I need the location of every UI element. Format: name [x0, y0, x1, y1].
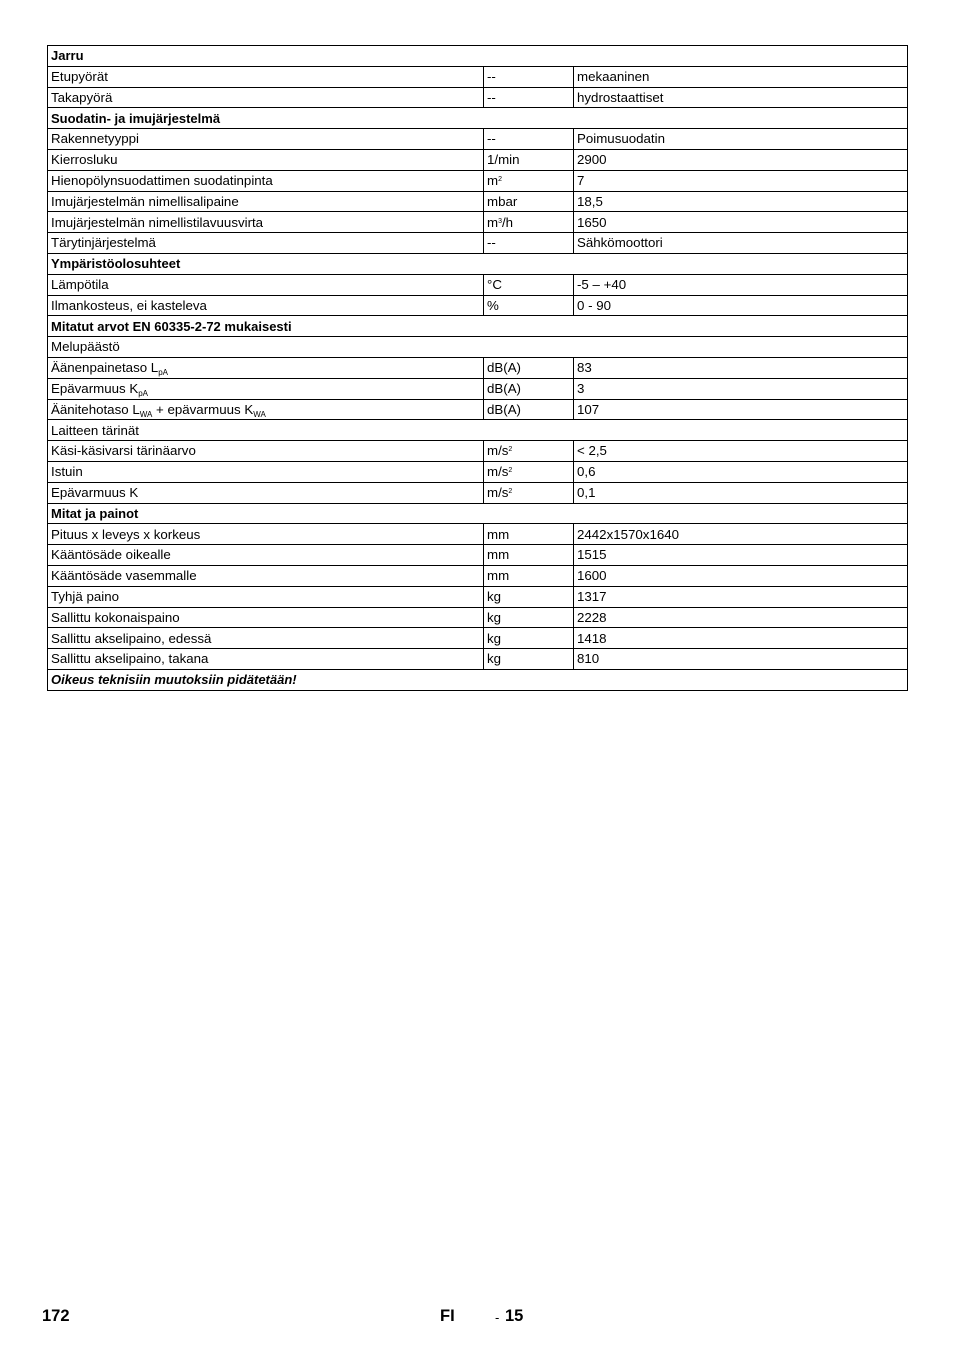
label-text: Tyhjä paino: [51, 588, 120, 604]
row-value: 18,5: [574, 191, 908, 212]
row-unit: [484, 586, 574, 607]
unit-text: m: [487, 173, 499, 189]
table-row: [48, 399, 908, 420]
section-header-environment: [48, 253, 908, 274]
table-row: [48, 524, 908, 545]
row-unit: [484, 149, 574, 170]
row-label: [48, 129, 484, 150]
row-value: 0 - 90: [574, 295, 908, 316]
table-row: [48, 170, 908, 191]
row-value: < 2,5: [574, 441, 908, 462]
row-unit: [484, 524, 574, 545]
label-text: Äänitehotaso L: [51, 401, 140, 417]
unit-text: mm: [487, 547, 510, 563]
unit-text: --: [487, 235, 496, 251]
row-value: 1317: [574, 586, 908, 607]
row-unit: [484, 191, 574, 212]
note-text: Oikeus teknisiin muutoksiin pidätetään!: [48, 669, 908, 690]
unit-superscript: 2: [508, 467, 513, 475]
table-row: [48, 441, 908, 462]
label-text: Laitteen tärinät: [51, 422, 139, 438]
row-unit: [484, 649, 574, 670]
table-row: [48, 66, 908, 87]
row-label: [48, 87, 484, 108]
row-value: 2442x1570x1640: [574, 524, 908, 545]
row-label: [48, 628, 484, 649]
unit-text: °C: [487, 277, 502, 293]
table-row: [48, 337, 908, 358]
label-text: Ilmankosteus, ei kasteleva: [51, 297, 207, 313]
row-label: [48, 420, 908, 441]
unit-text: --: [487, 131, 496, 147]
unit-text: kg: [487, 630, 502, 646]
row-unit: [484, 399, 574, 420]
label-text: Epävarmuus K: [51, 381, 139, 396]
row-value: -5 – +40: [574, 274, 908, 295]
row-label: [48, 233, 484, 254]
row-label: [48, 337, 908, 358]
table-row: [48, 149, 908, 170]
row-value: 2228: [574, 607, 908, 628]
row-unit: [484, 545, 574, 566]
row-value: 3: [574, 378, 908, 399]
row-label: [48, 378, 484, 399]
unit-superscript: 2: [508, 487, 513, 495]
row-label: [48, 274, 484, 295]
table-row: [48, 357, 908, 378]
page-number: 172: [42, 1307, 70, 1325]
row-unit: [484, 66, 574, 87]
label-text: Takapyörä: [51, 89, 113, 105]
section-header-dimensions: [48, 503, 908, 524]
label-subscript: WA: [139, 409, 153, 419]
row-label: [48, 607, 484, 628]
label-text: Äänenpainetaso L: [51, 360, 159, 376]
unit-text: mbar: [487, 193, 518, 209]
unit-text: dB(A): [487, 401, 521, 417]
row-value: 7: [574, 170, 908, 191]
section-header-measured: [48, 316, 908, 337]
row-label: [48, 212, 484, 233]
label-text: Etupyörät: [51, 69, 108, 85]
row-value: 1650: [574, 212, 908, 233]
row-label: [48, 149, 484, 170]
unit-text: kg: [487, 609, 502, 625]
section-title: Mitat ja painot: [48, 503, 908, 524]
label-text: Lämpötila: [51, 277, 109, 293]
table-row: [48, 545, 908, 566]
row-label: [48, 357, 484, 378]
label-text: Sallittu akselipaino, edessä: [51, 630, 212, 646]
row-value: Sähkömoottori: [574, 233, 908, 254]
row-unit: [484, 212, 574, 233]
table-row: [48, 628, 908, 649]
section-title: Jarru: [48, 46, 908, 67]
row-label: [48, 524, 484, 545]
row-unit: [484, 607, 574, 628]
row-label: [48, 565, 484, 586]
row-unit: [484, 129, 574, 150]
label-text: Tärytinjärjestelmä: [51, 235, 156, 251]
label-text: Imujärjestelmän nimellisalipaine: [51, 193, 239, 209]
label-text: Hienopölynsuodattimen suodatinpinta: [51, 173, 273, 189]
unit-text: kg: [487, 588, 502, 604]
row-value: hydrostaattiset: [574, 87, 908, 108]
label-text: Kääntösäde vasemmalle: [51, 568, 197, 584]
row-label: [48, 399, 484, 420]
table-row: [48, 274, 908, 295]
row-unit: [484, 628, 574, 649]
row-value: 1418: [574, 628, 908, 649]
table-row: [48, 87, 908, 108]
language-code: FI: [440, 1307, 455, 1325]
unit-text: dB(A): [487, 381, 521, 396]
row-value: 810: [574, 649, 908, 670]
label-subscript: pA: [158, 368, 169, 378]
table-row: [48, 129, 908, 150]
row-label: [48, 191, 484, 212]
table-row: [48, 607, 908, 628]
section-header-brake: [48, 46, 908, 67]
row-unit: [484, 295, 574, 316]
row-label: [48, 461, 484, 482]
label-text: Kierrosluku: [51, 152, 118, 168]
unit-text: kg: [487, 651, 502, 667]
row-value: 107: [574, 399, 908, 420]
unit-superscript: 2: [498, 176, 502, 184]
row-value: 2900: [574, 149, 908, 170]
unit-text: 1/min: [487, 152, 520, 168]
label-text: Kääntösäde oikealle: [51, 547, 171, 563]
unit-text: m/s: [487, 484, 509, 500]
row-label: [48, 295, 484, 316]
label-text: Rakennetyyppi: [51, 131, 139, 147]
row-label: [48, 545, 484, 566]
table-row: [48, 482, 908, 503]
row-label: [48, 586, 484, 607]
unit-text: mm: [487, 526, 510, 542]
label-subscript: WA: [253, 409, 266, 419]
row-unit: [484, 378, 574, 399]
table-row: [48, 295, 908, 316]
table-row: [48, 461, 908, 482]
label-text: Sallittu kokonaispaino: [51, 609, 180, 625]
unit-text: dB(A): [487, 360, 521, 376]
row-unit: [484, 461, 574, 482]
row-value: 83: [574, 357, 908, 378]
row-unit: [484, 482, 574, 503]
unit-text: m/s: [487, 464, 509, 480]
label-text-continued: + epävarmuus K: [152, 401, 254, 417]
unit-text: --: [487, 69, 496, 85]
row-unit: [484, 87, 574, 108]
label-text: Pituus x leveys x korkeus: [51, 526, 201, 542]
unit-text: m/s: [487, 443, 509, 459]
label-text: Sallittu akselipaino, takana: [51, 651, 209, 667]
section-title: Mitatut arvot EN 60335-2-72 mukaisesti: [48, 316, 908, 337]
row-value: 1600: [574, 565, 908, 586]
row-unit: [484, 441, 574, 462]
label-subscript: pA: [138, 389, 149, 398]
technical-data-table: [47, 45, 908, 691]
section-header-filter: [48, 108, 908, 129]
unit-superscript: 3: [498, 217, 502, 225]
row-unit: [484, 233, 574, 254]
table-body: [48, 46, 908, 670]
table-row: [48, 212, 908, 233]
row-label: [48, 66, 484, 87]
section-page-number: 15: [505, 1307, 524, 1325]
row-unit: [484, 274, 574, 295]
unit-text: mm: [487, 568, 510, 584]
row-unit: [484, 357, 574, 378]
row-value: Poimusuodatin: [574, 129, 908, 150]
unit-text-tail: /h: [501, 214, 514, 230]
section-title: Suodatin- ja imujärjestelmä: [48, 108, 908, 129]
row-value: 0,1: [574, 482, 908, 503]
section-title: Ympäristöolosuhteet: [48, 253, 908, 274]
table-row: [48, 586, 908, 607]
note-row: [48, 669, 908, 690]
footer-dash: -: [495, 1310, 500, 1325]
label-text: Käsi-käsivarsi tärinäarvo: [51, 443, 196, 459]
label-text: Melupäästö: [51, 339, 120, 355]
row-unit: [484, 565, 574, 586]
table-row: [48, 233, 908, 254]
row-label: [48, 482, 484, 503]
unit-text: --: [487, 89, 496, 105]
row-label: [48, 649, 484, 670]
unit-superscript: 2: [508, 446, 513, 454]
row-unit: [484, 170, 574, 191]
unit-text: m: [487, 214, 499, 230]
unit-text: %: [487, 297, 499, 313]
table-row: [48, 420, 908, 441]
row-value: 0,6: [574, 461, 908, 482]
label-text: Istuin: [51, 464, 83, 480]
label-text: Epävarmuus K: [51, 484, 139, 500]
row-value: 1515: [574, 545, 908, 566]
table-row: [48, 565, 908, 586]
table-row: [48, 191, 908, 212]
table-row: [48, 649, 908, 670]
row-label: [48, 441, 484, 462]
label-text: Imujärjestelmän nimellistilavuusvirta: [51, 214, 264, 230]
table-row: [48, 378, 908, 399]
row-label: [48, 170, 484, 191]
row-value: mekaaninen: [574, 66, 908, 87]
